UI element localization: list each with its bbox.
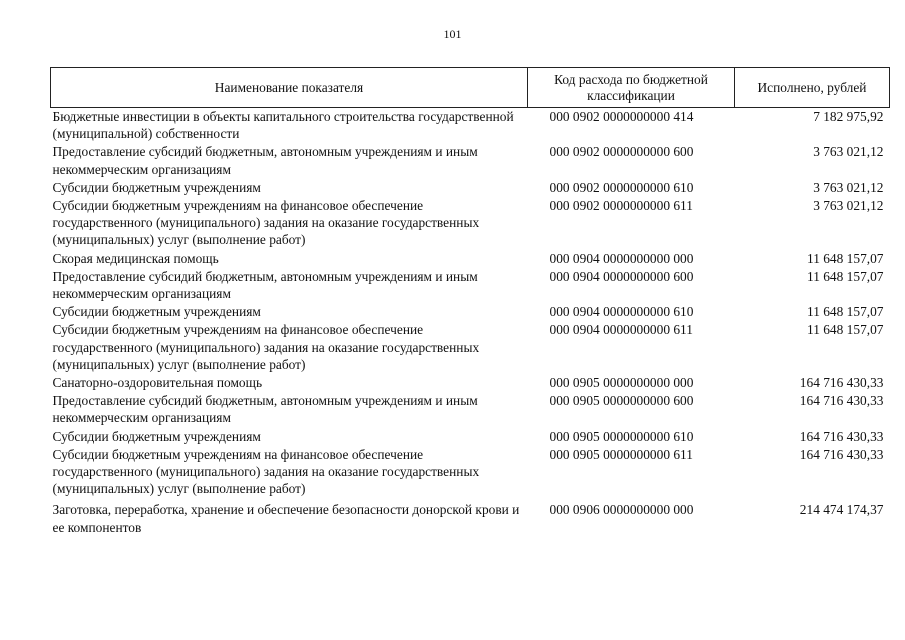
table-row [51, 179, 890, 197]
executed-amount: 214 474 174,37 [799, 502, 884, 518]
table-row [51, 250, 890, 268]
budget-code: 000 0904 0000000000 600 [549, 268, 694, 284]
table-header [51, 68, 890, 108]
budget-code: 000 0902 0000000000 611 [549, 198, 693, 214]
page-number: 101 [443, 27, 462, 41]
executed-amount: 164 716 430,33 [799, 428, 884, 444]
executed-amount: 11 648 157,07 [807, 250, 884, 266]
indicator-name: Предоставление субсидий бюджетным, автономным учреждениям и иным некоммерческим организациям [52, 268, 478, 302]
executed-amount: 164 716 430,33 [799, 375, 884, 391]
budget-code: 000 0905 0000000000 611 [549, 446, 693, 462]
executed-amount: 7 182 975,92 [813, 109, 884, 124]
indicator-name: Субсидии бюджетным учреждениям [52, 304, 261, 320]
budget-code: 000 0904 0000000000 610 [549, 304, 694, 320]
executed-amount: 11 648 157,07 [807, 304, 884, 320]
budget-execution-table [50, 67, 890, 537]
table-row [51, 108, 890, 144]
executed-amount: 164 716 430,33 [799, 393, 884, 409]
table-body [51, 108, 890, 537]
executed-amount: 11 648 157,07 [807, 322, 884, 338]
header-executed-amount: Исполнено, рублей [735, 68, 890, 108]
table-row [51, 374, 890, 392]
executed-amount: 3 763 021,12 [813, 179, 884, 195]
budget-code: 000 0902 0000000000 600 [549, 144, 694, 160]
indicator-name: Бюджетные инвестиции в объекты капитального строительства государственной (муниципальной) собственности [52, 109, 514, 142]
executed-amount: 164 716 430,33 [799, 446, 884, 462]
table-row [51, 428, 890, 446]
table-row [51, 498, 890, 536]
budget-code: 000 0905 0000000000 600 [549, 393, 694, 409]
indicator-name: Субсидии бюджетным учреждениям [52, 179, 261, 195]
table-row [51, 446, 890, 499]
table-row [51, 392, 890, 427]
header-row [51, 68, 890, 108]
indicator-name: Субсидии бюджетным учреждениям на финансовое обеспечение государственного (муниципального) задания на оказание государственных (муниципальных) услуг (выполнение работ) [52, 322, 480, 372]
executed-amount: 3 763 021,12 [813, 198, 884, 214]
budget-code: 000 0905 0000000000 610 [549, 428, 694, 444]
table-row [51, 268, 890, 303]
budget-code: 000 0906 0000000000 000 [549, 502, 694, 518]
budget-code: 000 0904 0000000000 611 [549, 322, 693, 338]
executed-amount: 11 648 157,07 [807, 268, 884, 284]
indicator-name: Предоставление субсидий бюджетным, автономным учреждениям и иным некоммерческим организациям [52, 393, 478, 426]
indicator-name: Субсидии бюджетным учреждениям на финансовое обеспечение государственного (муниципального) задания на оказание государственных (муниципальных) услуг (выполнение работ) [52, 198, 480, 248]
indicator-name: Скорая медицинская помощь [52, 250, 219, 266]
table-row [51, 197, 890, 250]
indicator-name: Субсидии бюджетным учреждениям [52, 428, 261, 444]
table-row [51, 143, 890, 178]
indicator-name: Санаторно-оздоровительная помощь [52, 375, 263, 391]
indicator-name: Заготовка, переработка, хранение и обеспечение безопасности донорской крови и ее компонентов [52, 502, 520, 535]
indicator-name: Предоставление субсидий бюджетным, автономным учреждениям и иным некоммерческим организациям [52, 144, 478, 177]
budget-code: 000 0905 0000000000 000 [549, 375, 694, 391]
budget-code: 000 0902 0000000000 414 [549, 109, 694, 124]
header-budget-code: Код расхода по бюджетной классификации [528, 68, 735, 108]
header-indicator-name: Наименование показателя [51, 68, 528, 108]
indicator-name: Субсидии бюджетным учреждениям на финансовое обеспечение государственного (муниципального) задания на оказание государственных (муниципальных) услуг (выполнение работ) [52, 446, 480, 497]
budget-code: 000 0904 0000000000 000 [549, 250, 694, 266]
budget-code: 000 0902 0000000000 610 [549, 179, 694, 195]
table-row [51, 321, 890, 374]
table-row [51, 303, 890, 321]
executed-amount: 3 763 021,12 [813, 144, 884, 160]
